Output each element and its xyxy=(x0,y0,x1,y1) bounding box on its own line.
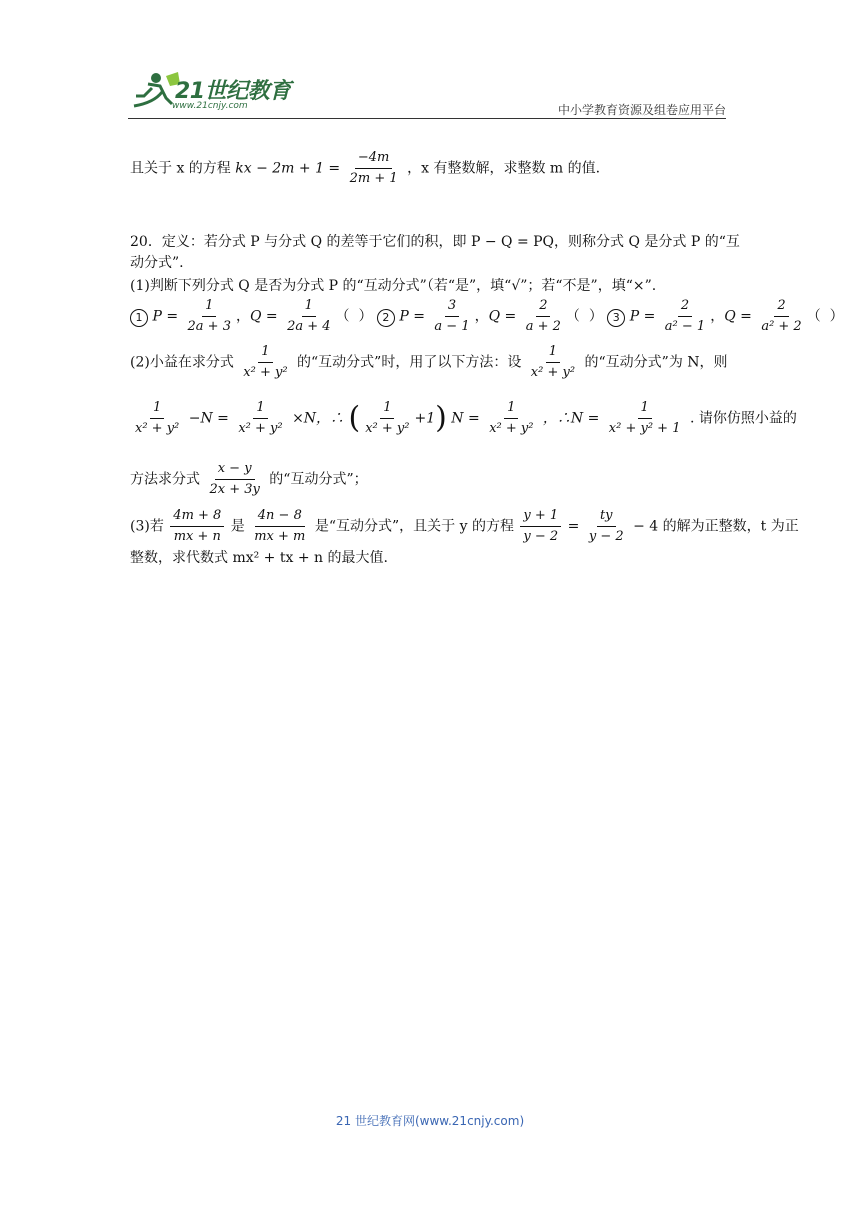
footer-link[interactable]: 21 世纪教育网(www.21cnjy.com) xyxy=(335,1114,525,1128)
p3-frac-3: $\frac{y + 1}{y - 2}$ xyxy=(520,508,561,545)
p2-frac-g: $\frac{1}{\text{x² + y² + 1}}$ xyxy=(608,400,681,436)
p3-frac-4: $\frac{ty}{y - 2}$ xyxy=(588,508,624,544)
q20-part2-line3: 方法求分式 $\frac{x - y}{2x + 3y}$ 的“互动分式”； xyxy=(130,461,368,497)
item-mark-2: 2 xyxy=(377,309,395,327)
logo-title: 21世纪教育 xyxy=(175,79,291,104)
p2-frac-a: $\frac{1}{\text{x² + y²}}$ xyxy=(243,344,288,380)
p3-frac-1: $\frac{4m + 8}{mx + n}$ xyxy=(170,508,224,545)
item-mark-3: 3 xyxy=(607,309,625,327)
item3-P: $\frac{2}{\text{a² − 1}}$ xyxy=(664,298,706,334)
q19-suffix: ，x 有整数解，求整数 m 的值. xyxy=(407,160,601,177)
item1-P: $\frac{1}{2a + 3}$ xyxy=(187,298,231,334)
item2-P: $\frac{3}{a - 1}$ xyxy=(434,298,470,334)
q20-part1: (1)判断下列分式 Q 是否为分式 P 的“互动分式”（若“是”，填“√”；若“不是”，填“×”. xyxy=(130,278,657,294)
q19-fraction xyxy=(347,150,401,187)
item2-Q: $\frac{2}{a + 2}$ xyxy=(525,298,561,334)
platform-name: 中小学教育资源及组卷应用平台 xyxy=(557,103,726,117)
p2-frac-e: $\frac{1}{\text{x² + y²}}$ xyxy=(365,400,410,436)
p3-frac-2: $\frac{4n - 8}{mx + m}$ xyxy=(254,508,306,544)
item1-Q: $\frac{1}{2a + 4}$ xyxy=(287,298,331,334)
p2-frac-f: $\frac{1}{\text{x² + y²}}$ xyxy=(489,400,534,436)
p2-frac-d: $\frac{1}{\text{x² + y²}}$ xyxy=(238,400,283,436)
p2-frac-h: $\frac{x - y}{2x + 3y}$ xyxy=(209,461,260,497)
q20-part2-line1: (2)小益在求分式 $\frac{1}{\text{x² + y²}}$ 的“互动分式”时，用了以下方法：设 $\frac{1}{\text{x² + y²}}$ 的“互动分式”为 N，则 xyxy=(130,344,728,380)
q20-part3-line1: (3)若 $\frac{4m + 8}{mx + n}$ 是 $\frac{4n - 8}{mx + m}$ 是“互动分式”，且关于 y 的方程 $\frac{y + 1}{y - 2}$ = $\frac{ty}{y - 2}$ − 4 的解为正整数，t 为正 xyxy=(130,508,799,544)
q20-part2-line2: $\frac{1}{\text{x² + y²}}$ −N = $\frac{1}{\text{x² + y²}}$ ×N，∴ ( $\frac{1}{\text{x² + y²}}$ +1) N = $\frac{1}{\text{x² + y²}}$ ，∴N = $\frac{1}{\text{x² + y² + 1}}$ . 请你仿照小益的 xyxy=(130,400,797,437)
p2-frac-c: $\frac{1}{\text{x² + y²}}$ xyxy=(135,400,180,436)
item3-Q: $\frac{2}{\text{a² + 2}}$ xyxy=(761,298,802,334)
q19-tail-line xyxy=(130,150,600,187)
q19-frac-den: 2m + 1 xyxy=(349,171,398,186)
q19-lhs: kx − 2m + 1 = xyxy=(235,160,341,177)
header-divider xyxy=(128,118,726,119)
q20-stem-line2: 动分式”. xyxy=(130,255,184,271)
q19-frac-num: −4m xyxy=(355,150,393,169)
logo-url: www.21cnjy.com xyxy=(172,101,248,111)
q20-part3-line2: 整数，求代数式 mx² + tx + n 的最大值. xyxy=(130,550,388,566)
q20-stem-line1: 20．定义：若分式 P 与分式 Q 的差等于它们的积，即 P − Q = PQ，则称分式 Q 是分式 P 的“互 xyxy=(130,234,740,250)
item-mark-1: 1 xyxy=(130,309,148,327)
p2-frac-b: $\frac{1}{\text{x² + y²}}$ xyxy=(530,344,576,380)
q19-prefix: 且关于 x 的方程 xyxy=(130,160,236,177)
q20-part1-items: 1 P = $\frac{1}{2a + 3}$ ，Q = $\frac{1}{2a + 4}$ （ ） 2 P = $\frac{3}{a - 1}$ ，Q = $\frac{2}{a + 2}$ （ ） 3 P = $\frac{2}{\text{a² − 1}}$ ，Q = $\frac{2}{\text{a² + 2}}$ （ ） xyxy=(130,298,730,335)
